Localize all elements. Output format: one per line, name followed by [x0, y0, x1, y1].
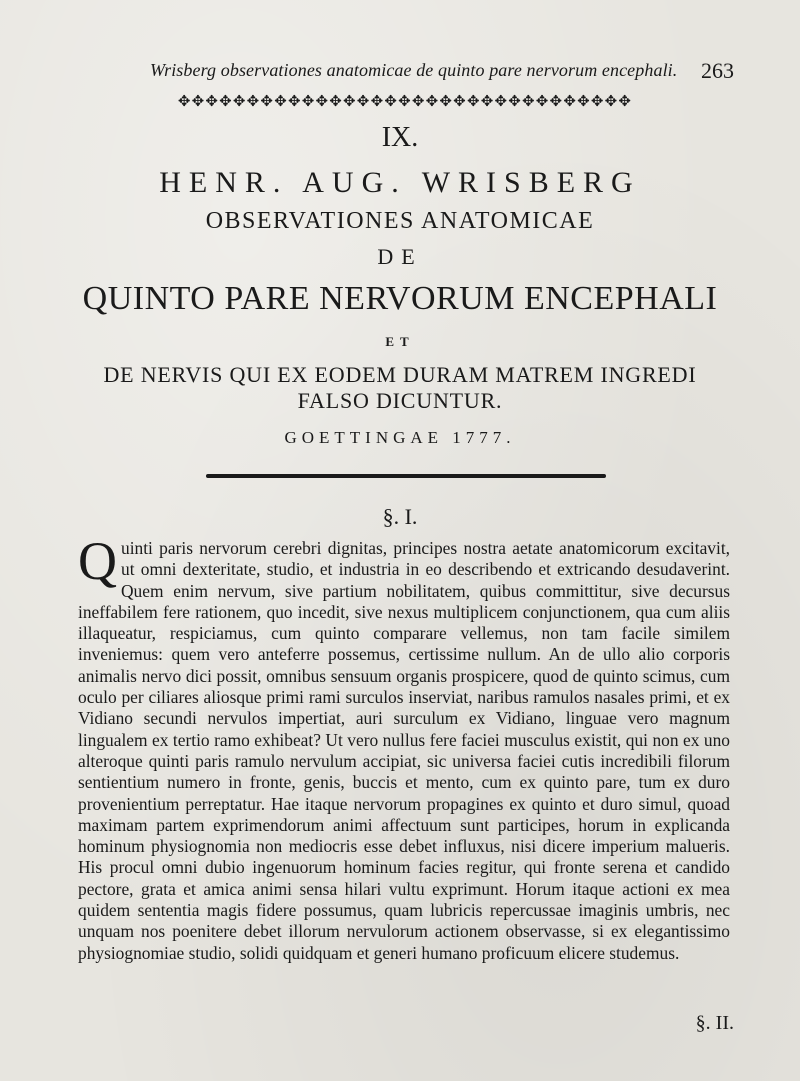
title-de: DE — [377, 244, 423, 269]
chapter-number: IX. — [381, 122, 419, 153]
next-section-heading: §. II. — [695, 1012, 734, 1034]
ornamental-border: ✥✥✥✥✥✥✥✥✥✥✥✥✥✥✥✥✥✥✥✥✥✥✥✥✥✥✥✥✥✥✥✥✥ — [177, 94, 633, 110]
subtitle-line-2: FALSO DICUNTUR. — [297, 388, 503, 413]
section-heading: §. I. — [382, 504, 418, 529]
drop-cap: Q — [78, 531, 117, 591]
title-rule — [206, 474, 606, 478]
body-paragraph — [78, 531, 730, 964]
title-et: ET — [385, 334, 415, 349]
running-header — [140, 56, 740, 86]
imprint-line: GOETTINGAE 1777. — [284, 428, 516, 447]
main-title: QUINTO PARE NERVORUM ENCEPHALI — [82, 280, 718, 317]
running-title: Wrisberg observationes anatomicae de quinto pare nervorum encephali. — [150, 60, 678, 80]
subtitle-line-1: DE NERVIS QUI EX EODEM DURAM MATREM INGREDI — [103, 362, 697, 387]
title-line-1: OBSERVATIONES ANATOMICAE — [205, 208, 595, 234]
page-number: 263 — [701, 58, 734, 83]
author-name: HENR. AUG. WRISBERG — [159, 166, 641, 199]
paragraph-text: uinti paris nervorum cerebri dignitas, principes nostra aetate anatomicorum excitavit, ut omni dexteritate, studio, et industria in eo describendo et extricando desudaverint. Quem enim nervum, sive partium nobilitatem, quibus committitur, sive decursus ineffabilem fere rationem, quo incedit, sive nexus multiplicem conjunctionem, qua cum aliis illaqueatur, respiciamus, cum quinto comparare vellemus, non tam facile similem inveniemus: quem vero anteferre possemus, certissime nullum. An de ullo alio corporis animalis nervo dici possit, omnibus sensuum organis prospicere, quod de quinto scimus, cum oculo per ciliares aliosque primi rami surculos inserviat, naribus ramulos nasales primi, et ex Vidiano secundi nervulos impertiat, auri surculum ex Vidiano, linguae vero magnum lingualem ex tertio ramo exhibeat? Ut vero nullus fere faciei musculus existit, qui non ex uno alteroque quinti paris ramulo nervulum accipiat, sic universa faciei cutis incredibili filorum sentientium numero in fronte, genis, buccis et mento, cum ex quinto pare, tum ex duro provenientium perreptatur. Hae itaque nervorum propagines ex quinto et duro simul, quoad maximam partem exprimendorum animi affectuum sunt participes, horum in explicanda hominum physiognomia non mediocris esse debet influxus, nisi dicere imperium malueris. His procul omni dubio ingenuorum hominum facies regitur, qui fronte serena et candido pectore, grata et amica animi sensa hilari vultu exprimunt. Horum itaque actioni ex mea quidem sententia magis fidere possumus, quam lubricis repercussae imaginis umbris, nec unquam nos poenitere debet illorum nervulorum actionem observasse, si ex elegantissimo physiognomiae studio, solidi quidquam et generi humano proficuum elicere studemus. — [78, 538, 730, 963]
